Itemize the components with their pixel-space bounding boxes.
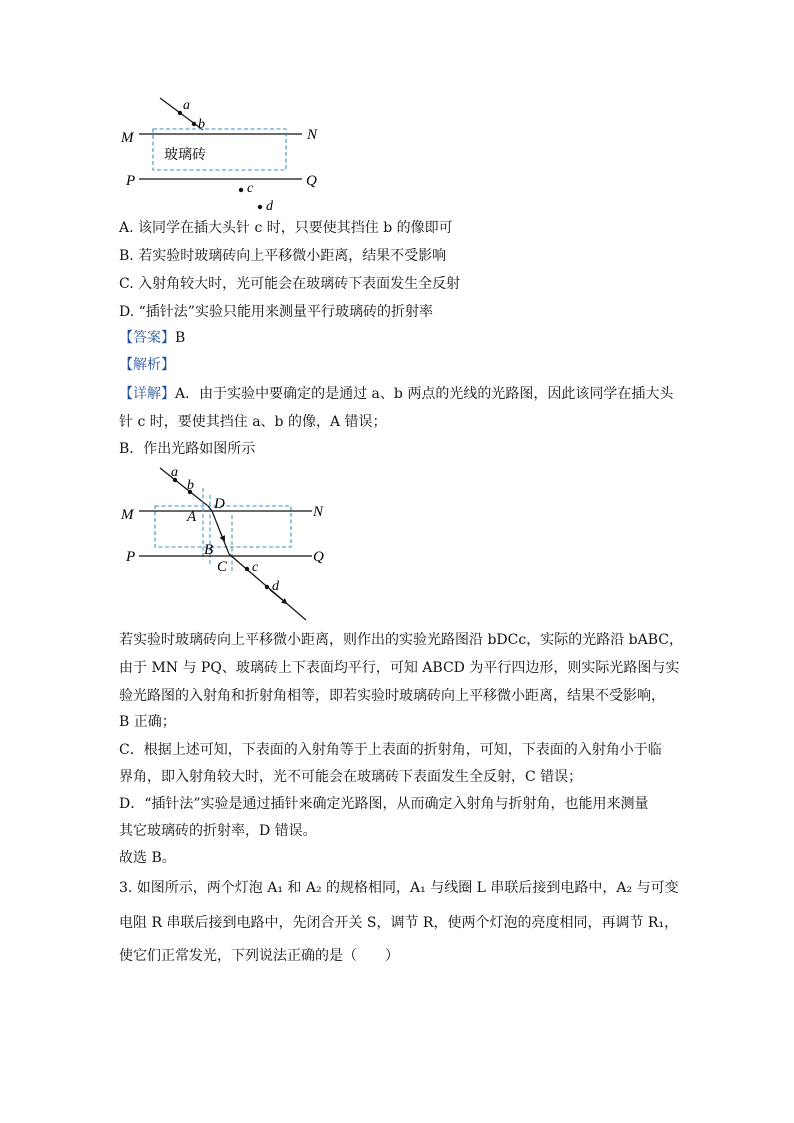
label-N: N — [307, 127, 318, 143]
question-3-line-3: 使它们正常发光，下列说法正确的是（ ） — [119, 948, 399, 964]
question-3-line-1: 3. 如图所示，两个灯泡 A₁ 和 A₂ 的规格相同，A₁ 与线圈 L 串联后接到电路中，A₂ 与可变 — [119, 880, 679, 896]
incident-ray — [160, 468, 208, 506]
arrow-inside — [220, 532, 224, 540]
label-a: a — [171, 465, 178, 480]
body-line-5: C．根据上述可知，下表面的入射角等于上表面的折射角，可知，下表面的入射角小于临 — [119, 742, 662, 758]
conclusion-line: 故选 B。 — [119, 850, 176, 866]
body-line-6: 界角，即入射角较大时，光不可能会在玻璃砖下表面发生全反射，C 错误； — [119, 769, 583, 785]
label-d: d — [266, 199, 273, 214]
label-C: C — [217, 559, 228, 575]
answer-value: B — [175, 330, 186, 346]
body-line-2: 由于 MN 与 PQ、玻璃砖上下表面均平行，可知 ABCD 为平行四边形，则实际光路图与实 — [119, 660, 680, 676]
label-M: M — [121, 130, 134, 146]
glass-label: 玻璃砖 — [164, 147, 206, 163]
figure-2-light-path — [110, 460, 350, 625]
label-Q: Q — [306, 173, 317, 189]
label-M: M — [121, 507, 134, 523]
figure-1-glass-brick — [110, 92, 340, 217]
label-D: D — [214, 496, 225, 512]
option-b: B. 若实验时玻璃砖向上平移微小距离，结果不受影响 — [119, 248, 447, 264]
body-line-1: 若实验时玻璃砖向上平移微小距离，则作出的实验光路图沿 bDCc，实际的光路沿 bABC， — [119, 632, 683, 648]
label-Q: Q — [313, 549, 324, 565]
label-a: a — [183, 98, 190, 113]
answer-line — [119, 328, 185, 348]
pin-d — [265, 585, 269, 589]
label-B: B — [204, 542, 214, 558]
pin-c — [239, 188, 243, 192]
body-line-3: 验光路图的入射角和折射角相等，即若实验时玻璃砖向上平移微小距离，结果不受影响， — [119, 688, 665, 704]
question-3-line-2: 电阻 R 串联后接到电路中，先闭合开关 S，调节 R，使两个灯泡的亮度相同，再调节 R₁， — [119, 915, 679, 931]
label-P: P — [126, 173, 136, 189]
option-a: A. 该同学在插大头针 c 时，只要使其挡住 b 的像即可 — [119, 220, 453, 236]
pin-d — [258, 205, 262, 209]
label-c: c — [247, 181, 254, 196]
label-c: c — [252, 560, 259, 575]
body-line-7: D．“插针法”实验是通过插针来确定光路图，从而确定入射角与折射角，也能用来测量 — [119, 796, 649, 812]
option-d: D. “插针法”实验只能用来测量平行玻璃砖的折射率 — [119, 304, 433, 320]
detail-line-2: 针 c 时，要使其挡住 a、b 的像，A 错误； — [119, 414, 387, 430]
part-b-intro: B．作出光路如图所示 — [119, 441, 256, 457]
body-line-4: B 正确； — [119, 714, 176, 730]
pin-c — [245, 567, 249, 571]
detail-text-1: A．由于实验中要确定的是通过 a、b 两点的光线的光路图，因此该同学在插大头 — [175, 386, 674, 402]
glass-brick-outline — [155, 506, 291, 547]
answer-tag: 【答案】 — [119, 330, 175, 346]
label-b: b — [187, 478, 194, 493]
option-c: C. 入射角较大时，光可能会在玻璃砖下表面发生全反射 — [119, 276, 461, 292]
label-A: A — [187, 509, 197, 525]
label-N: N — [313, 504, 324, 520]
detail-line-1 — [119, 384, 673, 404]
pin-b — [192, 122, 196, 126]
analysis-tag: 【解析】 — [119, 357, 175, 373]
body-line-8: 其它玻璃砖的折射率，D 错误。 — [119, 823, 317, 839]
label-b: b — [198, 117, 205, 132]
detail-tag: 【详解】 — [119, 386, 175, 402]
label-P: P — [126, 549, 136, 565]
pin-a — [178, 111, 182, 115]
label-d: d — [272, 579, 279, 594]
